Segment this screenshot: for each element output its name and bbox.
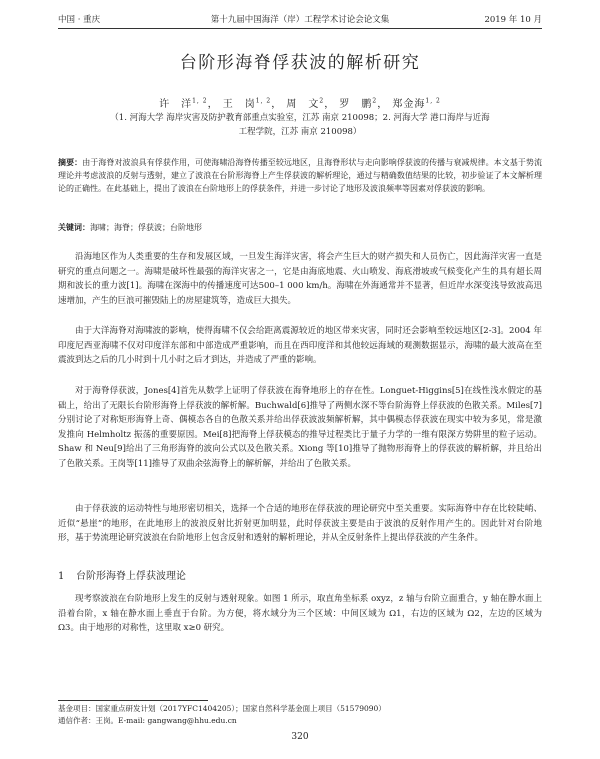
author-name: 郑金海 <box>392 99 426 110</box>
footnotes <box>58 703 542 727</box>
author-affiliation-mark: 1, 2 <box>192 97 208 105</box>
footnote-divider <box>58 700 208 701</box>
header-location: 中国 · 重庆 <box>58 15 101 25</box>
abstract-label: 摘要： <box>58 157 83 167</box>
author-affiliation-mark: 1, 2 <box>425 97 441 105</box>
footnote-funding: 基金项目：国家重点研发计划（2017YFC1404205）；国家自然科学基金面上项目（51579090） <box>58 704 386 713</box>
body-paragraph-3: 对于海脊俘获波，Jones[4]首先从数学上证明了俘获波在海脊地形上的存在性。Longuet-Higgins[5]在线性浅水假定的基础上，给出了无限长台阶形海脊上俘获波的解析解。Buchwald[6]推导了两侧水深不等台阶海脊上俘获波的色散关系。Miles[7]分别讨论了对称矩形海脊上奇、偶模态各自的色散关系并给出俘获波波频解析解，其中偶模态俘获波在现实中较为多见，常是激发推向 Helmholtz 振荡的重要原因。Mei[8]把海脊上俘获模态的推导过程类比于量子力学的一维有限深方势阱里的粒子运动。Shaw 和 Neu[9]给出了三角形海脊的波向公式以及色散关系。Xiong 等[10]推导了抛物形海脊上的俘获波的解析解，并且给出了色散关系。王岗等[11]推导了双曲余弦海脊上的解析解，并给出了色散关系。 <box>58 386 542 469</box>
header-date: 2019 年 10 月 <box>484 15 542 25</box>
author-affiliation-mark: 2 <box>372 97 378 105</box>
author-name: 王 岗 <box>222 99 256 110</box>
section-title: 台阶形海脊上俘获波理论 <box>76 571 186 582</box>
author-affiliation-mark: 2 <box>319 97 325 105</box>
body-paragraph-2: 由于大洋海脊对海啸波的影响，使得海啸不仅会给距离震源较近的地区带来灾害，同时还会影响至较远地区[2-3]。2004 年印度尼西亚海啸不仅对印度洋东部和中部造成严重影响，而且在西印度洋和其他较远海域的观测数据显示，海啸的最大波高在至震波到达之后的几小时到十几小时之后才到达，并造成了严重的影响。 <box>58 326 542 365</box>
abstract <box>58 156 542 195</box>
affiliations <box>100 112 500 139</box>
affiliation-line: 工程学院，江苏 南京 210098） <box>238 126 362 137</box>
keywords-label: 关键词： <box>58 222 90 232</box>
header-proceedings-title: 第十九届中国海洋（岸）工程学术讨论会论文集 <box>210 15 390 25</box>
running-header <box>58 12 542 29</box>
page-number: 320 <box>291 732 309 742</box>
keywords <box>58 221 542 234</box>
author-affiliation-mark: 1, 2 <box>255 97 272 105</box>
author-name: 罗 鹏 <box>339 99 373 110</box>
affiliation-line: （1. 河海大学 海岸灾害及防护教育部重点实验室，江苏 南京 210098；2. 河海大学 港口海岸与近海 <box>110 113 490 123</box>
body-paragraph-1: 沿海地区作为人类重要的生存和发展区域，一旦发生海洋灾害，将会产生巨大的财产损失和人员伤亡，因此海洋灾害一直是研究的重点问题之一。海啸是破坏性最强的海洋灾害之一，它是由海底地震、火山喷发、海底滑坡或气候变化产生的具有超长周期和波长的重力波[1]。海啸在深海中的传播速度可达500–1 000 km/h。海啸在外海通常并不显著，但近岸水深变浅导致波高迅速增加，产生的巨浪可摧毁陆上的房屋建筑等，造成巨大损失。 <box>58 252 542 306</box>
author-name: 许 洋 <box>159 99 193 110</box>
section-paragraph: 现考察波浪在台阶地形上发生的反射与透射现象。如图 1 所示，取直角坐标系 oxyz，z 轴与台阶立面重合，y 轴在静水面上沿着台阶，x 轴在静水面上垂直于台阶。为方便，将水域分为三个区域：中间区域为 Ω1，右边的区域为 Ω2，左边的区域为 Ω3。由于地形的对称性，这里取 x≥0 研究。 <box>58 594 542 633</box>
body-paragraph-4: 由于俘获波的运动特性与地形密切相关，选择一个合适的地形在俘获波的理论研究中至关重要。实际海脊中存在比较陡峭、近似“悬崖”的地形，在此地形上的波浪反射比折射更加明显，此时俘获波主要是由于波浪的反射作用产生的。因此针对台阶地形，基于势流理论研究波浪在台阶地形上包含反射和透射的解析理论，并从全反射条件上提出俘获波的产生条件。 <box>58 504 542 543</box>
keywords-text: 海啸；海脊；俘获波；台阶地形 <box>90 223 202 232</box>
paper-title: 台阶形海脊俘获波的解析研究 <box>179 53 421 73</box>
footnote-corresponding-author: 通信作者：王岗。E-mail: gangwang@hhu.edu.cn <box>58 716 237 725</box>
section-number: 1 <box>58 571 65 582</box>
abstract-text: 由于海脊对波浪具有俘获作用，可使海啸沿海脊传播至较远地区，且海脊形状与走向影响俘获波的传播与衰减规律。本文基于势流理论并考虑波浪的反射与透射，建立了波浪在台阶形海脊上产生俘获波的解析理论，通过与精确数值结果的比较，初步验证了本文解析理论的正确性。在此基础上，提出了波浪在台阶地形上的俘获条件，并进一步讨论了地形及波浪频率等因素对俘获波的影响。 <box>58 158 542 193</box>
author-list: 许 洋$^{1, 2}$， 王 岗$^{1, 2}$， 周 文$^2$， 罗 鹏$^2$， 郑金海$^{1, 2}$ <box>159 97 441 110</box>
author-name: 周 文 <box>286 99 320 110</box>
section-heading <box>58 570 542 584</box>
